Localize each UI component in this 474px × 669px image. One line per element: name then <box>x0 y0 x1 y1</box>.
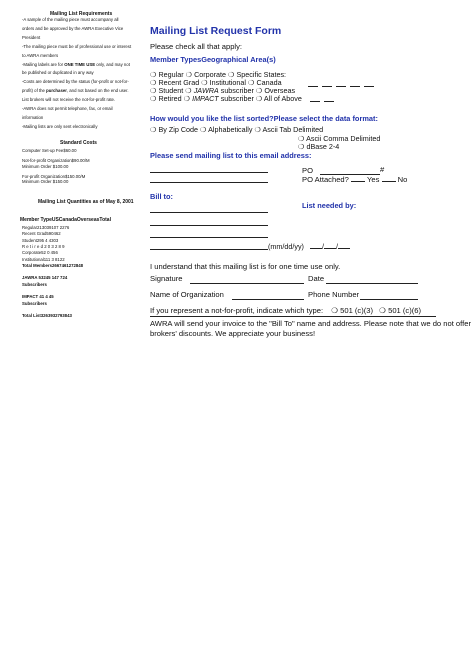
radio-bullet-icon[interactable]: ❍ <box>200 125 207 134</box>
list-item: JAWRA 53245 147 724 <box>22 275 68 281</box>
subscriber-label: subscriber <box>220 94 254 103</box>
org-name-label: Name of Organization <box>150 290 224 299</box>
list-item: -Costs are determined by the status (for-profit or not-for- <box>22 79 129 85</box>
bill-to-label: Bill to: <box>150 192 173 201</box>
radio-bullet-icon[interactable]: ❍ <box>298 134 305 143</box>
list-item: Institutional111 3 8122 <box>22 256 65 262</box>
email-line-1[interactable] <box>150 172 268 173</box>
list-item: For-profit Organization$150.00/M <box>22 174 86 179</box>
bill-to-line-2[interactable] <box>150 225 268 226</box>
form-title: Mailing List Request Form <box>150 25 282 37</box>
invoice-note: AWRA will send your invoice to the "Bill To" name and address. Please note that we do not offer brokers' discounts. We appreciate your business! <box>150 319 471 338</box>
list-item: Student295 4 4303 <box>22 237 59 243</box>
member-student-label: Student <box>158 86 184 95</box>
member-corporate-label: Corporate <box>194 70 227 79</box>
po-no-label: No <box>397 175 408 184</box>
date-label: Date <box>308 274 325 283</box>
list-item: President <box>22 34 41 40</box>
radio-bullet-icon[interactable]: ❍ <box>255 86 263 95</box>
radio-bullet-icon[interactable]: ❍ <box>185 86 192 95</box>
po-no-blank[interactable] <box>382 181 396 182</box>
format-ascii-tab-label: Ascii Tab Delimited <box>262 125 324 134</box>
all-of-above-label: All of Above <box>263 94 302 103</box>
list-item: orders and be approved by the AWRA Executive Vice <box>22 25 124 31</box>
one-time-use-statement: I understand that this mailing list is for one time use only. <box>150 262 341 271</box>
bill-to-line-3[interactable] <box>150 237 268 238</box>
state-blank-2[interactable] <box>322 86 332 87</box>
overseas-label: Overseas <box>264 86 296 95</box>
radio-bullet-icon[interactable]: ❍ <box>255 94 263 103</box>
sort-heading: How would you like the list sorted?Please select the data format: <box>150 114 378 123</box>
format-ascii-comma-label: Ascii Comma Delimited <box>306 134 381 143</box>
sort-zip-label: By Zip Code <box>158 125 199 134</box>
list-item: Minimum Order $100.00 <box>22 163 69 169</box>
list-item: profit) of the purchaser, and not based on the end user. <box>22 88 129 94</box>
radio-bullet-icon[interactable]: ❍ <box>248 78 255 87</box>
list-item: -AWRA does not permit telephone, fax, or email <box>22 106 113 111</box>
phone-label: Phone Number <box>308 290 360 299</box>
canada-label: Canada <box>256 78 282 87</box>
list-item: Not-for-profit Organization$90.00/M <box>22 158 90 164</box>
list-item: -A sample of the mailing piece must accompany all <box>22 17 119 22</box>
member-types-heading: Member TypesGeographical Area(s) <box>150 55 276 64</box>
list-item: List brokers will not receive the not-for-profit rate. <box>22 97 116 103</box>
list-needed-label: List needed by: <box>302 201 357 210</box>
requirements-title: Mailing List Requirements <box>50 11 113 17</box>
email-heading: Please send mailing list to this email address: <box>150 151 312 160</box>
list-item: R e t i r e d 2 0 3 2 8 9 <box>22 243 65 249</box>
member-recent-grad-label: Recent Grad <box>158 78 200 87</box>
member-regular-label: Regular <box>158 70 184 79</box>
jawra-label: JAWRA <box>193 86 219 95</box>
nonprofit-label: If you represent a not-for-profit, indicate which type: <box>150 306 324 315</box>
list-item: -The mailing piece must be of professional use or interest <box>22 43 132 49</box>
needed-month-field[interactable] <box>310 248 322 249</box>
state-blank-4[interactable] <box>350 86 360 87</box>
radio-bullet-icon[interactable]: ❍ <box>185 70 193 79</box>
format-dbase-row <box>298 143 339 150</box>
list-item: Subscribers <box>22 300 47 306</box>
radio-bullet-icon[interactable]: ❍ <box>150 94 157 103</box>
list-item: Computer Set-up Fee$60.00 <box>22 148 77 153</box>
list-item: IMPACT 41 4 45 <box>22 294 54 300</box>
list-item: Minimum Order $150.00 <box>22 179 69 185</box>
divider-line <box>150 316 436 317</box>
radio-bullet-icon[interactable]: ❍ <box>379 306 386 315</box>
list-item: Total Members2667461272848 <box>22 262 84 268</box>
radio-bullet-icon[interactable]: ❍ <box>298 142 305 151</box>
member-institutional-label: Institutional <box>209 78 247 87</box>
list-item: Subscribers <box>22 281 47 287</box>
state-blank-5[interactable] <box>364 86 374 87</box>
po-yes-blank[interactable] <box>351 181 365 182</box>
list-item: information <box>22 114 44 120</box>
costs-title: Standard Costs <box>60 140 97 146</box>
po-yes-label: Yes <box>366 175 380 184</box>
np-c3-label: 501 (c)(3) <box>340 306 374 315</box>
list-item: -Mailing lists are only sent electronically <box>22 123 98 129</box>
state-blank-3[interactable] <box>336 86 346 87</box>
member-retired-label: Retired <box>158 94 182 103</box>
date-format-row: (mm/dd/yy) / / <box>268 243 350 250</box>
state-blank-6[interactable] <box>310 101 320 102</box>
subscriber-label: subscriber <box>220 86 254 95</box>
state-blank-7[interactable] <box>324 101 334 102</box>
list-item: to AWRA members <box>22 52 59 58</box>
bill-to-line-4[interactable] <box>150 249 268 250</box>
radio-bullet-icon[interactable]: ❍ <box>201 78 208 87</box>
sort-row <box>150 126 323 133</box>
signature-label: Signature <box>150 274 183 283</box>
needed-year-field[interactable] <box>338 248 350 249</box>
bill-to-line-1[interactable] <box>150 212 268 213</box>
list-item: Regular213039107 2276 <box>22 225 70 230</box>
phone-field[interactable] <box>360 299 418 300</box>
list-item: be published or duplicated in any way <box>22 70 94 76</box>
radio-bullet-icon[interactable]: ❍ <box>150 78 157 87</box>
member-row-4 <box>150 95 302 102</box>
state-blank-1[interactable] <box>308 86 318 87</box>
radio-bullet-icon[interactable]: ❍ <box>150 125 157 134</box>
sort-alpha-label: Alphabetically <box>208 125 253 134</box>
list-item: Total List3263932793843 <box>22 313 72 319</box>
np-c6-label: 501 (c)(6) <box>388 306 422 315</box>
radio-bullet-icon[interactable]: ❍ <box>150 86 157 95</box>
quantities-header: Member TypeUSCanadaOverseasTotal <box>20 217 111 223</box>
list-item: Recent Grad590462 <box>22 231 61 237</box>
org-name-field[interactable] <box>232 299 304 300</box>
email-line-2[interactable] <box>150 182 268 183</box>
quantities-title: Mailing List Quantities as of May 8, 2001 <box>38 199 134 205</box>
po-attached-label: PO Attached? <box>302 175 349 184</box>
radio-bullet-icon[interactable]: ❍ <box>228 70 235 79</box>
list-item: Corporate52 0 456 <box>22 250 58 256</box>
list-item: -Mailing labels are for ONE TIME USE only, and may not <box>22 61 130 67</box>
check-all-label: Please check all that apply: <box>150 42 243 51</box>
date-format-label: (mm/dd/yy) <box>268 242 304 251</box>
nonprofit-row <box>150 307 421 315</box>
po-label: PO <box>302 166 313 175</box>
specific-states-label: Specific States: <box>236 70 287 79</box>
po-attached-row <box>302 176 407 184</box>
signature-field[interactable] <box>190 283 304 284</box>
format-dbase-label: dBase 2-4 <box>306 142 340 151</box>
needed-day-field[interactable] <box>324 248 336 249</box>
radio-bullet-icon[interactable]: ❍ <box>183 94 191 103</box>
radio-bullet-icon[interactable]: ❍ <box>331 306 338 315</box>
radio-bullet-icon[interactable]: ❍ <box>254 125 261 134</box>
date-field[interactable] <box>326 283 418 284</box>
impact-label: IMPACT <box>192 94 219 103</box>
radio-bullet-icon[interactable]: ❍ <box>150 70 157 79</box>
po-hash: # <box>380 165 385 174</box>
